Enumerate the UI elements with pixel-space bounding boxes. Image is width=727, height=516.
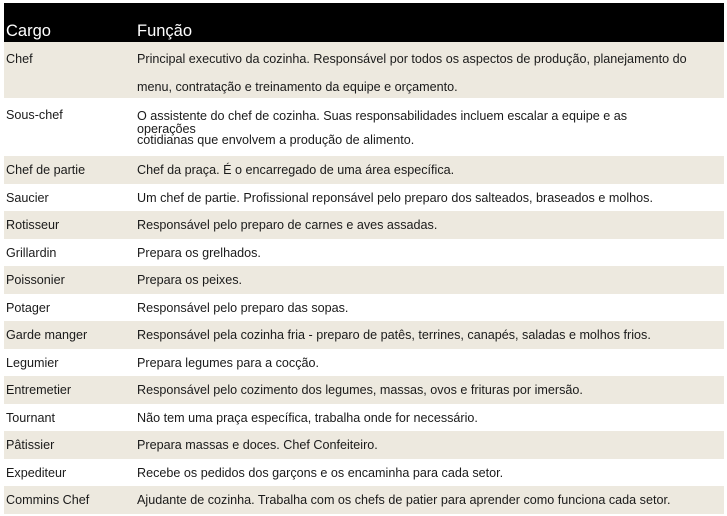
kitchen-roles-table: [4, 3, 724, 514]
cargo-cell: Chef de partie: [6, 163, 86, 177]
table-row: [4, 98, 724, 156]
header-cargo: Cargo: [6, 22, 51, 40]
funcao-cell: Chef da praça. É o encarregado de uma área específica.: [137, 163, 455, 177]
cargo-cell: Commins Chef: [6, 493, 90, 507]
funcao-cell: Prepara massas e doces. Chef Confeiteiro.: [137, 438, 378, 452]
table-row: [4, 156, 724, 184]
table-row: [4, 431, 724, 459]
cargo-cell: Grillardin: [6, 245, 57, 260]
table-row: [4, 349, 724, 377]
funcao-cell: Responsável pelo cozimento dos legumes, massas, ovos e frituras por imersão.: [137, 383, 583, 397]
cargo-cell: Potager: [6, 300, 51, 315]
cargo-cell: Entremetier: [6, 383, 72, 397]
table-row: [4, 404, 724, 432]
funcao-cell: Responsável pelo preparo de carnes e aves assadas.: [137, 218, 438, 232]
funcao-line: operações: [137, 122, 196, 136]
cargo-cell: Tournant: [6, 410, 56, 425]
cargo-cell: Legumier: [6, 355, 59, 370]
cargo-cell: Rotisseur: [6, 218, 60, 232]
cargo-cell: Expediteur: [6, 465, 67, 480]
funcao-cell: Responsável pelo preparo das sopas.: [137, 300, 349, 315]
table-row: [4, 376, 724, 404]
funcao-cell: Ajudante de cozinha. Trabalha com os chefs de patier para aprender como funciona cada setor.: [137, 493, 671, 507]
funcao-line: cotidianas que envolvem a produção de alimento.: [137, 133, 415, 147]
funcao-cell: Prepara legumes para a cocção.: [137, 355, 320, 370]
cargo-cell: Poissonier: [6, 273, 65, 287]
funcao-cell: Responsável pela cozinha fria - preparo de patês, terrines, canapés, saladas e molhos frios.: [137, 328, 651, 342]
header-funcao: Função: [137, 22, 193, 40]
table-row: [4, 42, 724, 98]
table-row: [4, 184, 724, 212]
table-header: [4, 3, 724, 42]
funcao-cell: [137, 108, 724, 146]
funcao-cell: Um chef de partie. Profissional reponsável pelo preparo dos salteados, braseados e molhos.: [137, 190, 653, 205]
table-row: [4, 239, 724, 267]
table-row: [4, 459, 724, 487]
cargo-cell: Saucier: [6, 190, 49, 205]
table-row: [4, 266, 724, 294]
funcao-cell: Não tem uma praça específica, trabalha onde for necessário.: [137, 410, 478, 425]
funcao-line: O assistente do chef de cozinha. Suas responsabilidades incluem escalar a equipe e as: [137, 109, 628, 123]
cargo-cell: Sous-chef: [6, 108, 63, 122]
table-row: [4, 486, 724, 514]
funcao-cell: Prepara os grelhados.: [137, 245, 261, 260]
cargo-cell: Pâtissier: [6, 438, 55, 452]
table-row: [4, 211, 724, 239]
cargo-cell: Garde manger: [6, 328, 88, 342]
funcao-cell: Recebe os pedidos dos garçons e os encaminha para cada setor.: [137, 465, 504, 480]
table-row: [4, 294, 724, 322]
table-row: [4, 321, 724, 349]
funcao-cell: Principal executivo da cozinha. Responsável por todos os aspectos de produção, planejamento do menu, contratação e treinamento da equipe e orçamento.: [137, 52, 687, 94]
cargo-cell: Chef: [6, 52, 33, 66]
funcao-cell: Prepara os peixes.: [137, 273, 243, 287]
